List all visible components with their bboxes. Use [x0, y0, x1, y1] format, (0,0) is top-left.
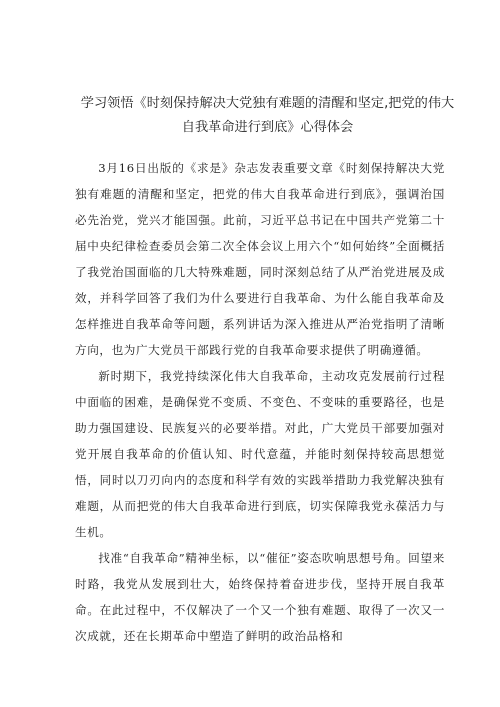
paragraph-1: 3月16日出版的《求是》杂志发表重要文章《时刻保持解决大党独有难题的清醒和坚定，把党的伟大自我革命进行到底》，强调治国必先治党，党兴才能国强。此前，习近平总书记在中国共产党第二十届中央纪律检查委员会第二次全体会议上用六个“如何始终”全面概括了我党治国面临的几大特殊难题，同时深刻总结了从严治党进展及成效，并科学回答了我们为什么要进行自我革命、为什么能自我革命及怎样推进自我革命等问题，系列讲话为深入推进从严治党指明了清晰方向，也为广大党员干部践行党的自我革命要求提供了明确遵循。: [75, 161, 445, 357]
document-body: [75, 155, 445, 649]
document-title: [70, 92, 465, 140]
title-line-2: 自我革命进行到底》心得体会: [181, 120, 354, 135]
paragraph-3: 找准“自我革命”精神坐标，以“催征”姿态吹响思想号角。回望来时路，我党从发展到壮大，始终保持着奋进步伐，坚持开展自我革命。在此过程中，不仅解决了一个又一个独有难题、取得了一次又一次成就，还在长期革命中塑造了鲜明的政治品格和: [75, 551, 445, 643]
title-line-1: 学习领悟《时刻保持解决大党独有难题的清醒和坚定,把党的伟大: [80, 96, 455, 111]
paragraph-2: 新时期下，我党持续深化伟大自我革命，主动攻克发展前行过程中面临的困难，是确保党不变质、不变色、不变味的重要路径，也是助力强国建设、民族复兴的必要举措。对此，广大党员干部要加强对党开展自我革命的价值认知、时代意蕴，并能时刻保持较高思想觉悟，同时以刀刃向内的态度和科学有效的实践举措助力我党解决独有难题，从而把党的伟大自我革命进行到底，切实保障我党永葆活力与生机。: [75, 369, 445, 539]
